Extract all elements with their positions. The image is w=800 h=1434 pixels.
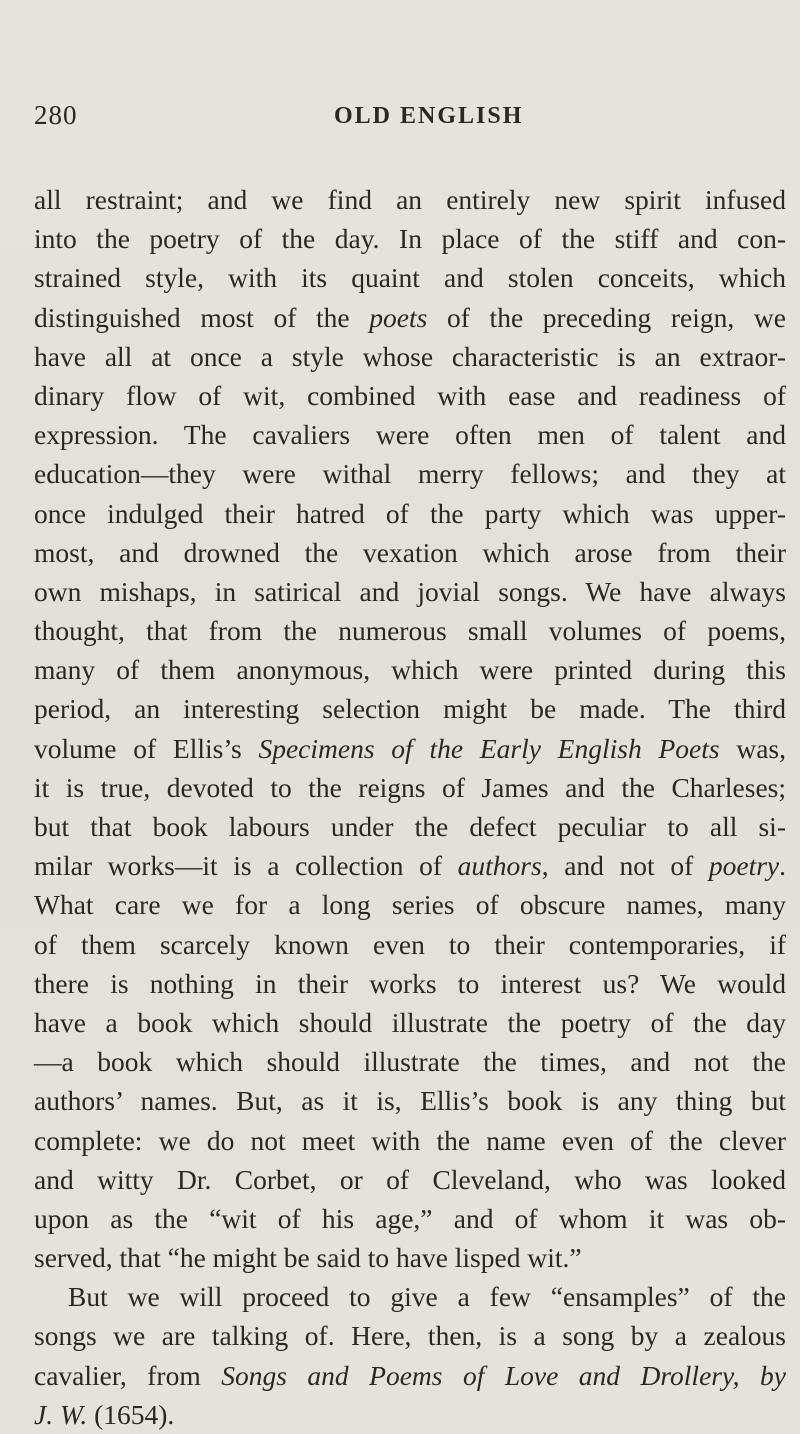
- body-text: [34, 180, 786, 1434]
- text-line: [34, 611, 786, 650]
- text-line: [34, 885, 786, 924]
- italic-run: Specimens of the Early English Poets: [258, 732, 720, 764]
- text-run: expression. The cavaliers were often men of talent and: [34, 419, 786, 451]
- text-line: [34, 1042, 786, 1081]
- text-line: [34, 1081, 786, 1120]
- text-run: period, an interesting selection might be made. The third: [34, 693, 786, 725]
- text-run: once indulged their hatred of the party which was upper-: [34, 497, 786, 529]
- text-line: [34, 1277, 786, 1316]
- text-run: songs we are talking of. Here, then, is a song by a zealous: [34, 1320, 786, 1352]
- text-line: [34, 650, 786, 689]
- text-line: [34, 964, 786, 1003]
- text-run: education—they were withal merry fellows; and they at: [34, 458, 786, 490]
- italic-run: Songs and Poems of Love and Drollery, by: [221, 1359, 786, 1391]
- text-run: have a book which should illustrate the poetry of the day: [34, 1006, 786, 1038]
- text-line: [34, 925, 786, 964]
- text-run: distinguished most of the: [34, 301, 370, 333]
- text-run: into the poetry of the day. In place of the stiff and con-: [34, 223, 786, 255]
- text-line: [34, 1121, 786, 1160]
- text-run: it is true, devoted to the reigns of James and the Charleses;: [34, 771, 786, 803]
- text-run: have all at once a style whose characteristic is an extraor-: [34, 340, 786, 372]
- text-run: most, and drowned the vexation which arose from their: [34, 536, 786, 568]
- text-line: [34, 729, 786, 768]
- text-line: [34, 1356, 786, 1395]
- italic-run: poets: [369, 301, 428, 333]
- page-number: 280: [34, 100, 78, 130]
- text-line: [34, 1160, 786, 1199]
- text-line: [34, 1003, 786, 1042]
- text-run: strained style, with its quaint and stolen conceits, which: [34, 262, 786, 294]
- text-run: and witty Dr. Corbet, or of Cleveland, who was looked: [34, 1163, 786, 1195]
- text-run: .: [779, 850, 786, 882]
- text-run: thought, that from the numerous small volumes of poems,: [34, 615, 786, 647]
- text-line: [34, 376, 786, 415]
- text-run: there is nothing in their works to interest us? We would: [34, 967, 786, 999]
- italic-run: J. W.: [34, 1398, 88, 1430]
- text-run: own mishaps, in satirical and jovial songs. We have always: [34, 575, 786, 607]
- text-run: authors’ names. But, as it is, Ellis’s book is any thing but: [34, 1085, 786, 1117]
- text-line: [34, 454, 786, 493]
- text-run: What care we for a long series of obscure names, many: [34, 889, 786, 921]
- text-line: [34, 298, 786, 337]
- italic-run: poetry: [708, 850, 780, 882]
- text-run: cavalier, from: [34, 1359, 222, 1391]
- text-run: (1654).: [87, 1398, 175, 1430]
- text-line: [34, 1316, 786, 1355]
- text-line: [34, 533, 786, 572]
- text-run: of them scarcely known even to their contemporaries, if: [34, 928, 786, 960]
- text-run: of the preceding reign, we: [427, 301, 786, 333]
- text-run: , and not of: [541, 850, 709, 882]
- text-line: [34, 1199, 786, 1238]
- text-run: complete: we do not meet with the name even of the clever: [34, 1124, 786, 1156]
- text-run: all restraint; and we find an entirely new spirit infused: [34, 184, 786, 215]
- text-line: [34, 180, 786, 219]
- text-run: milar works—it is a collection of: [34, 850, 458, 882]
- text-run: was,: [719, 732, 786, 764]
- running-head: [34, 100, 794, 140]
- italic-run: authors: [457, 850, 542, 882]
- text-run: But we will proceed to give a few “ensamples” of the: [68, 1281, 786, 1313]
- text-run: volume of Ellis’s: [34, 732, 259, 764]
- text-line: [34, 807, 786, 846]
- text-run: —a book which should illustrate the times, and not the: [34, 1046, 786, 1078]
- text-run: upon as the “wit of his age,” and of whom it was ob-: [34, 1202, 786, 1234]
- text-run: many of them anonymous, which were printed during this: [34, 654, 786, 686]
- text-line: [34, 219, 786, 258]
- text-line: [34, 572, 786, 611]
- running-title: OLD ENGLISH: [334, 103, 524, 129]
- text-line: [34, 1238, 786, 1277]
- text-run: but that book labours under the defect peculiar to all si-: [34, 811, 786, 842]
- text-line: [34, 337, 786, 376]
- text-run: dinary flow of wit, combined with ease and readiness of: [34, 379, 786, 411]
- text-line: [34, 415, 786, 454]
- text-run: served, that “he might be said to have lisped wit.”: [34, 1242, 582, 1274]
- text-line: [34, 258, 786, 297]
- text-line: [34, 494, 786, 533]
- text-line: [34, 846, 786, 885]
- text-line: [34, 768, 786, 807]
- text-line: [34, 689, 786, 728]
- text-line: [34, 1395, 786, 1434]
